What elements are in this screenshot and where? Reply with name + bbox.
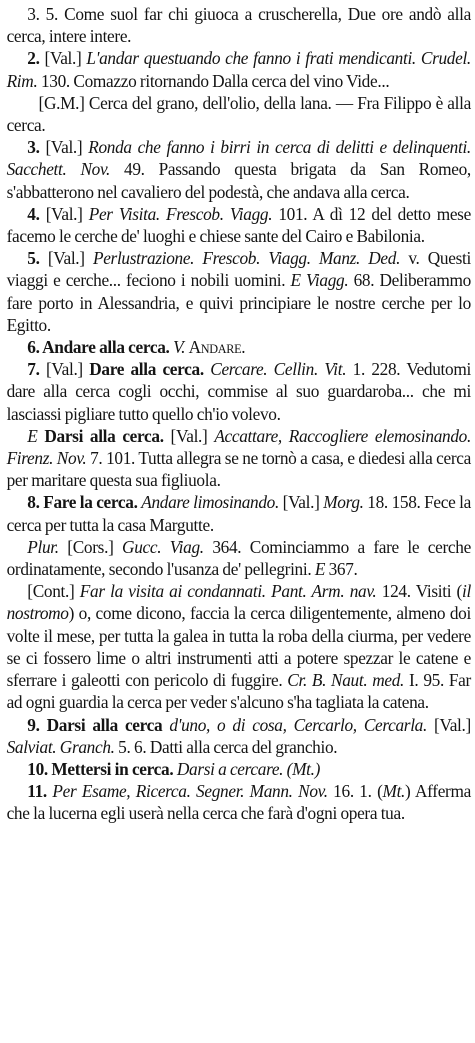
entry-text: Andare [188,337,242,358]
entry-text: 7. 101. Tutta allegra se ne tornò a casa, e diedesi alla cerca per maritare questa sua figliuola. [6,448,471,491]
entry-text: Per Visita. Frescob. Viagg. [88,203,273,224]
entry-text: Ronda che fanno i birri in cerca di delitti e delinquenti. Sacchett. Nov. [6,137,471,180]
entry-e9 [7,714,471,758]
entry-text: [G.M.] Cerca del grano, dell'olio, della lana. — Fra Filippo è alla cerca. [6,92,471,136]
entry-text: . [241,337,246,358]
entry-text: 49. Passando questa brigata da San Romeo, s'abbatterono nel cavaliero del podestà, che andava alla cerca. [6,159,471,202]
entry-text: 9. Darsi alla cerca [27,714,163,735]
entry-text: 6. Andare alla cerca. [27,337,170,358]
entry-text: Cr. B. Naut. med. [287,670,405,691]
entry-e8 [7,491,471,535]
entry-e7 [7,358,471,425]
entry-e5 [7,247,471,336]
entry-text: ) Afferma che la lucerna egli userà nella cerca che farà d'ogni opera tua. [6,781,471,824]
entry-text: [Val.] [279,492,324,513]
entry-text: 5. [27,248,40,269]
entry-text: Mt. [382,781,406,802]
entry-text: 1. 228. Vedutomi dare alla cerca cogli occhi, commise al suo guardaroba... che mi lasciassi pigliare tutto quello ch'io volevo. [6,359,471,424]
entry-text: Darsi alla cerca. [44,425,164,446]
entry-text: [Val.] [39,203,89,224]
entry-text: 4. [27,203,40,224]
entry-e8-plur [7,536,471,580]
entry-text: 2. [27,48,40,69]
entry-text: 18. 158. Fece la cerca per tutta la casa Margutte. [6,492,471,535]
entry-text: Andare limosinando. [141,492,280,513]
entry-text: 16. 1. ( [327,781,383,802]
entry-text: L'andar questuando che fanno i frati mendicanti. Crudel. Rim. [6,48,471,91]
entry-text: 124. Visiti ( [376,581,462,602]
entry-text: [Val.] [426,714,471,735]
entry-e10 [7,758,471,780]
entry-text: E Viagg. [290,270,349,291]
entry-text: v. Questi viaggi e cerche... feciono i nobili uomini. [6,248,471,291]
entry-text: [Cont.] [27,581,80,602]
entry-text: V. [173,337,186,358]
entry-text: E [27,425,38,446]
entry-text: 8. Fare la cerca. [27,492,138,513]
entry-text: 5. 6. Datti alla cerca del granchio. [114,736,338,757]
entry-text: [Val.] [39,137,89,158]
entry-text: 68. Deliberammo fare porto in Alessandria, e quivi principiare le nostre cerche per lo Egitto. [6,270,471,335]
entry-text: d'uno, o di cosa, Cercarlo, Cercarla. [169,714,427,735]
entry-text: E [314,559,326,580]
entry-text: 10. Mettersi in cerca. [27,758,174,779]
entry-text: 130. Comazzo ritornando Dalla cerca del vino Vide... [37,70,390,91]
entry-text: 3. [27,137,40,158]
entry-text: [Val.] [163,425,215,446]
entry-text: 101. A dì 12 del detto mese facemo le cerche de' luoghi e chiese sante del Cairo e Babilonia. [6,203,471,247]
entry-text: I. 95. Far ad ogni guardia la cerca per veder s'alcuno s'ha tagliata la catena. [6,670,471,713]
entry-e4 [7,203,471,247]
entry-text: [Cors.] [58,536,123,557]
entry-text: Darsi a cercare. (Mt.) [176,758,321,779]
entry-e7-e [7,425,471,492]
entry-e11 [7,780,471,824]
entry-text: [Val.] [39,48,87,69]
entry-text: Plur. [27,536,59,557]
entry-text: Dare alla cerca. [89,359,204,380]
entry-text: [Val.] [39,248,93,269]
entry-text: Perlustrazione. Frescob. Viagg. Manz. Ded. [92,248,401,269]
entry-e2-gm [7,92,471,136]
entry-text: ) o, come dicono, faccia la cerca diligentemente, almeno doi volte il mese, per tutta la galea in tutta la roba della ciurma, per vedere se ci fossero lime o altri instrumenti atti a potere spezzar le catene e sferrare i galeotti con pericolo di fuggire. [6,603,471,691]
entry-text: Accattare, Raccogliere elemosinando. Firenz. Nov. [6,425,471,469]
entry-text: il nostromo [6,581,471,624]
entry-text: Per Esame, Ricerca. Segner. Mann. Nov. [52,781,328,802]
entry-e3-5 [7,3,471,47]
entry-text: 11. [27,781,47,802]
entry-text: Gucc. Viag. [122,536,204,557]
entry-text: Cercare. Cellin. Vit. [210,359,347,380]
entry-e2 [7,47,471,91]
entry-text: Morg. [323,492,364,513]
entry-text: Far la visita ai condannati. Pant. Arm. nav. [79,581,377,602]
entry-e6 [7,336,471,358]
entry-text: 364. Cominciammo a fare le cerche ordinatamente, secondo l'usanza de' pellegrini. [6,536,471,580]
entry-text: 7. [27,359,40,380]
entry-text: 3. 5. Come suol far chi giuoca a cruscherella, Due ore andò alla cerca, intere intere. [6,4,471,47]
entry-e8-cont [7,580,471,713]
entry-text: [Val.] [39,359,90,380]
entry-text: 367. [325,559,358,580]
entry-text: Salviat. Granch. [6,736,115,757]
entry-e3 [7,136,471,203]
